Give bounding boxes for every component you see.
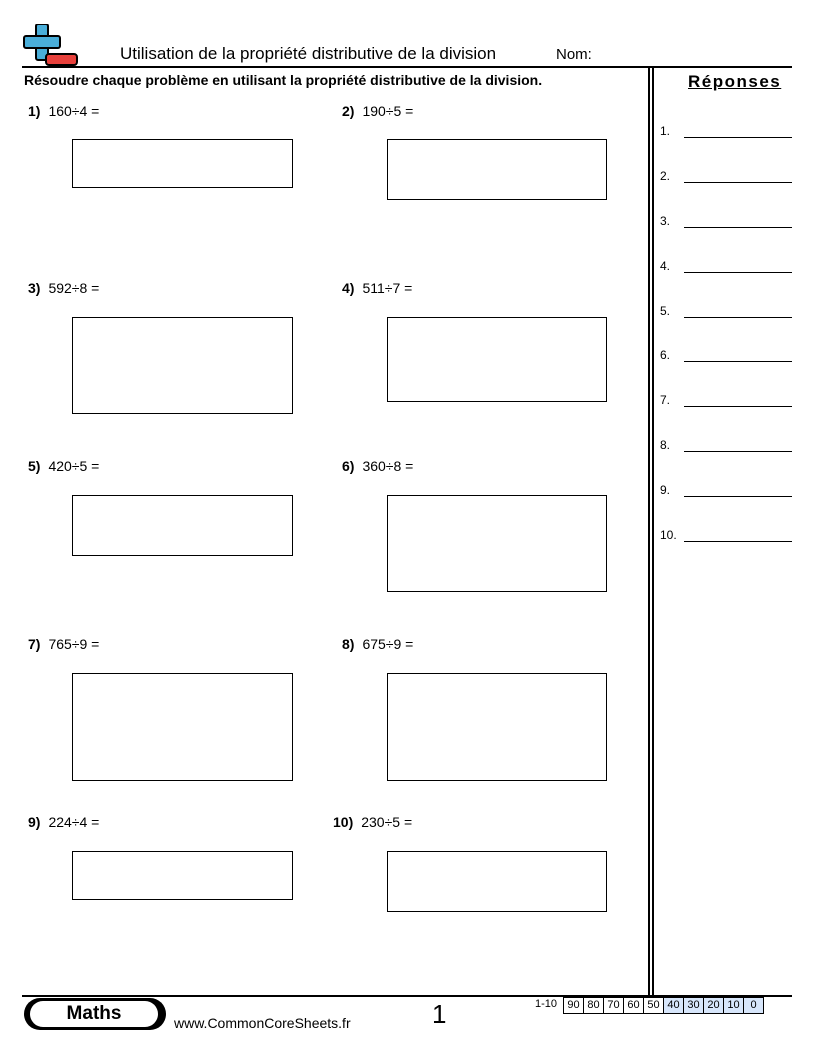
score-cell: 80: [584, 998, 604, 1014]
problem-expression: 190÷5 =: [362, 103, 414, 119]
answer-label: 10.: [660, 528, 677, 542]
score-range: 1-10: [535, 998, 558, 1010]
problem-expression: 592÷8 =: [48, 280, 100, 296]
problem-6: [342, 458, 413, 474]
work-box-5[interactable]: [72, 495, 293, 556]
answer-line-6[interactable]: [660, 348, 792, 362]
work-box-10[interactable]: [387, 851, 607, 912]
page-number: 1: [432, 999, 447, 1029]
answer-label: 4.: [660, 259, 671, 273]
problem-number: 5): [28, 458, 41, 474]
problem-5: [28, 458, 99, 474]
score-cell: 70: [604, 998, 624, 1014]
score-cell: 60: [624, 998, 644, 1014]
answers-title: Réponses: [688, 72, 782, 91]
score-cell: 30: [684, 998, 704, 1014]
answer-line-9[interactable]: [660, 483, 792, 497]
name-label: Nom:: [556, 46, 592, 63]
problem-3: [28, 280, 99, 296]
problem-expression: 765÷9 =: [48, 636, 100, 652]
website-link[interactable]: www.CommonCoreSheets.fr: [174, 1015, 351, 1031]
work-box-4[interactable]: [387, 317, 607, 402]
problem-9: [28, 814, 99, 830]
answer-label: 7.: [660, 393, 671, 407]
problem-number: 1): [28, 103, 41, 119]
answer-label: 6.: [660, 348, 671, 362]
score-cell: 10: [724, 998, 744, 1014]
problem-expression: 675÷9 =: [362, 636, 414, 652]
answer-line-10[interactable]: [660, 528, 792, 542]
answer-label: 1.: [660, 124, 671, 138]
problem-number: 8): [342, 636, 355, 652]
answer-line-1[interactable]: [660, 124, 792, 138]
problem-number: 9): [28, 814, 41, 830]
problem-number: 6): [342, 458, 355, 474]
answer-line-4[interactable]: [660, 259, 792, 273]
answer-label: 3.: [660, 214, 671, 228]
work-box-6[interactable]: [387, 495, 607, 592]
work-box-8[interactable]: [387, 673, 607, 781]
answer-label: 9.: [660, 483, 671, 497]
problem-number: 2): [342, 103, 355, 119]
problem-number: 3): [28, 280, 41, 296]
answer-line-5[interactable]: [660, 304, 792, 318]
subject-label: Maths: [30, 1001, 158, 1027]
header-divider: [22, 66, 792, 68]
column-divider: [652, 66, 654, 996]
page-title: Utilisation de la propriété distributive de la division: [120, 44, 497, 63]
work-box-3[interactable]: [72, 317, 293, 414]
problem-expression: 420÷5 =: [48, 458, 100, 474]
column-divider: [648, 66, 650, 996]
work-box-9[interactable]: [72, 851, 293, 900]
instructions: Résoudre chaque problème en utilisant la propriété distributive de la division.: [24, 72, 543, 88]
problem-expression: 230÷5 =: [361, 814, 413, 830]
score-cell: 0: [744, 998, 764, 1014]
problem-expression: 360÷8 =: [362, 458, 414, 474]
problem-expression: 224÷4 =: [48, 814, 100, 830]
problem-10: [333, 814, 412, 830]
score-cell: 40: [664, 998, 684, 1014]
answer-line-8[interactable]: [660, 438, 792, 452]
problem-8: [342, 636, 413, 652]
problem-number: 4): [342, 280, 355, 296]
work-box-2[interactable]: [387, 139, 607, 200]
problem-number: 7): [28, 636, 41, 652]
work-box-7[interactable]: [72, 673, 293, 781]
problem-number: 10): [333, 814, 354, 830]
problem-expression: 511÷7 =: [362, 280, 413, 296]
answer-label: 5.: [660, 304, 671, 318]
problem-2: [342, 103, 413, 119]
score-cell: 90: [564, 998, 584, 1014]
problem-expression: 160÷4 =: [48, 103, 100, 119]
problem-1: [28, 103, 99, 119]
answer-label: 8.: [660, 438, 671, 452]
work-box-1[interactable]: [72, 139, 293, 188]
problem-4: [342, 280, 412, 296]
math-logo-icon: [22, 24, 80, 68]
score-cell: 20: [704, 998, 724, 1014]
answer-line-2[interactable]: [660, 169, 792, 183]
answer-line-7[interactable]: [660, 393, 792, 407]
problem-7: [28, 636, 99, 652]
score-cell: 50: [644, 998, 664, 1014]
answer-line-3[interactable]: [660, 214, 792, 228]
score-table: [563, 997, 764, 1014]
answer-label: 2.: [660, 169, 671, 183]
